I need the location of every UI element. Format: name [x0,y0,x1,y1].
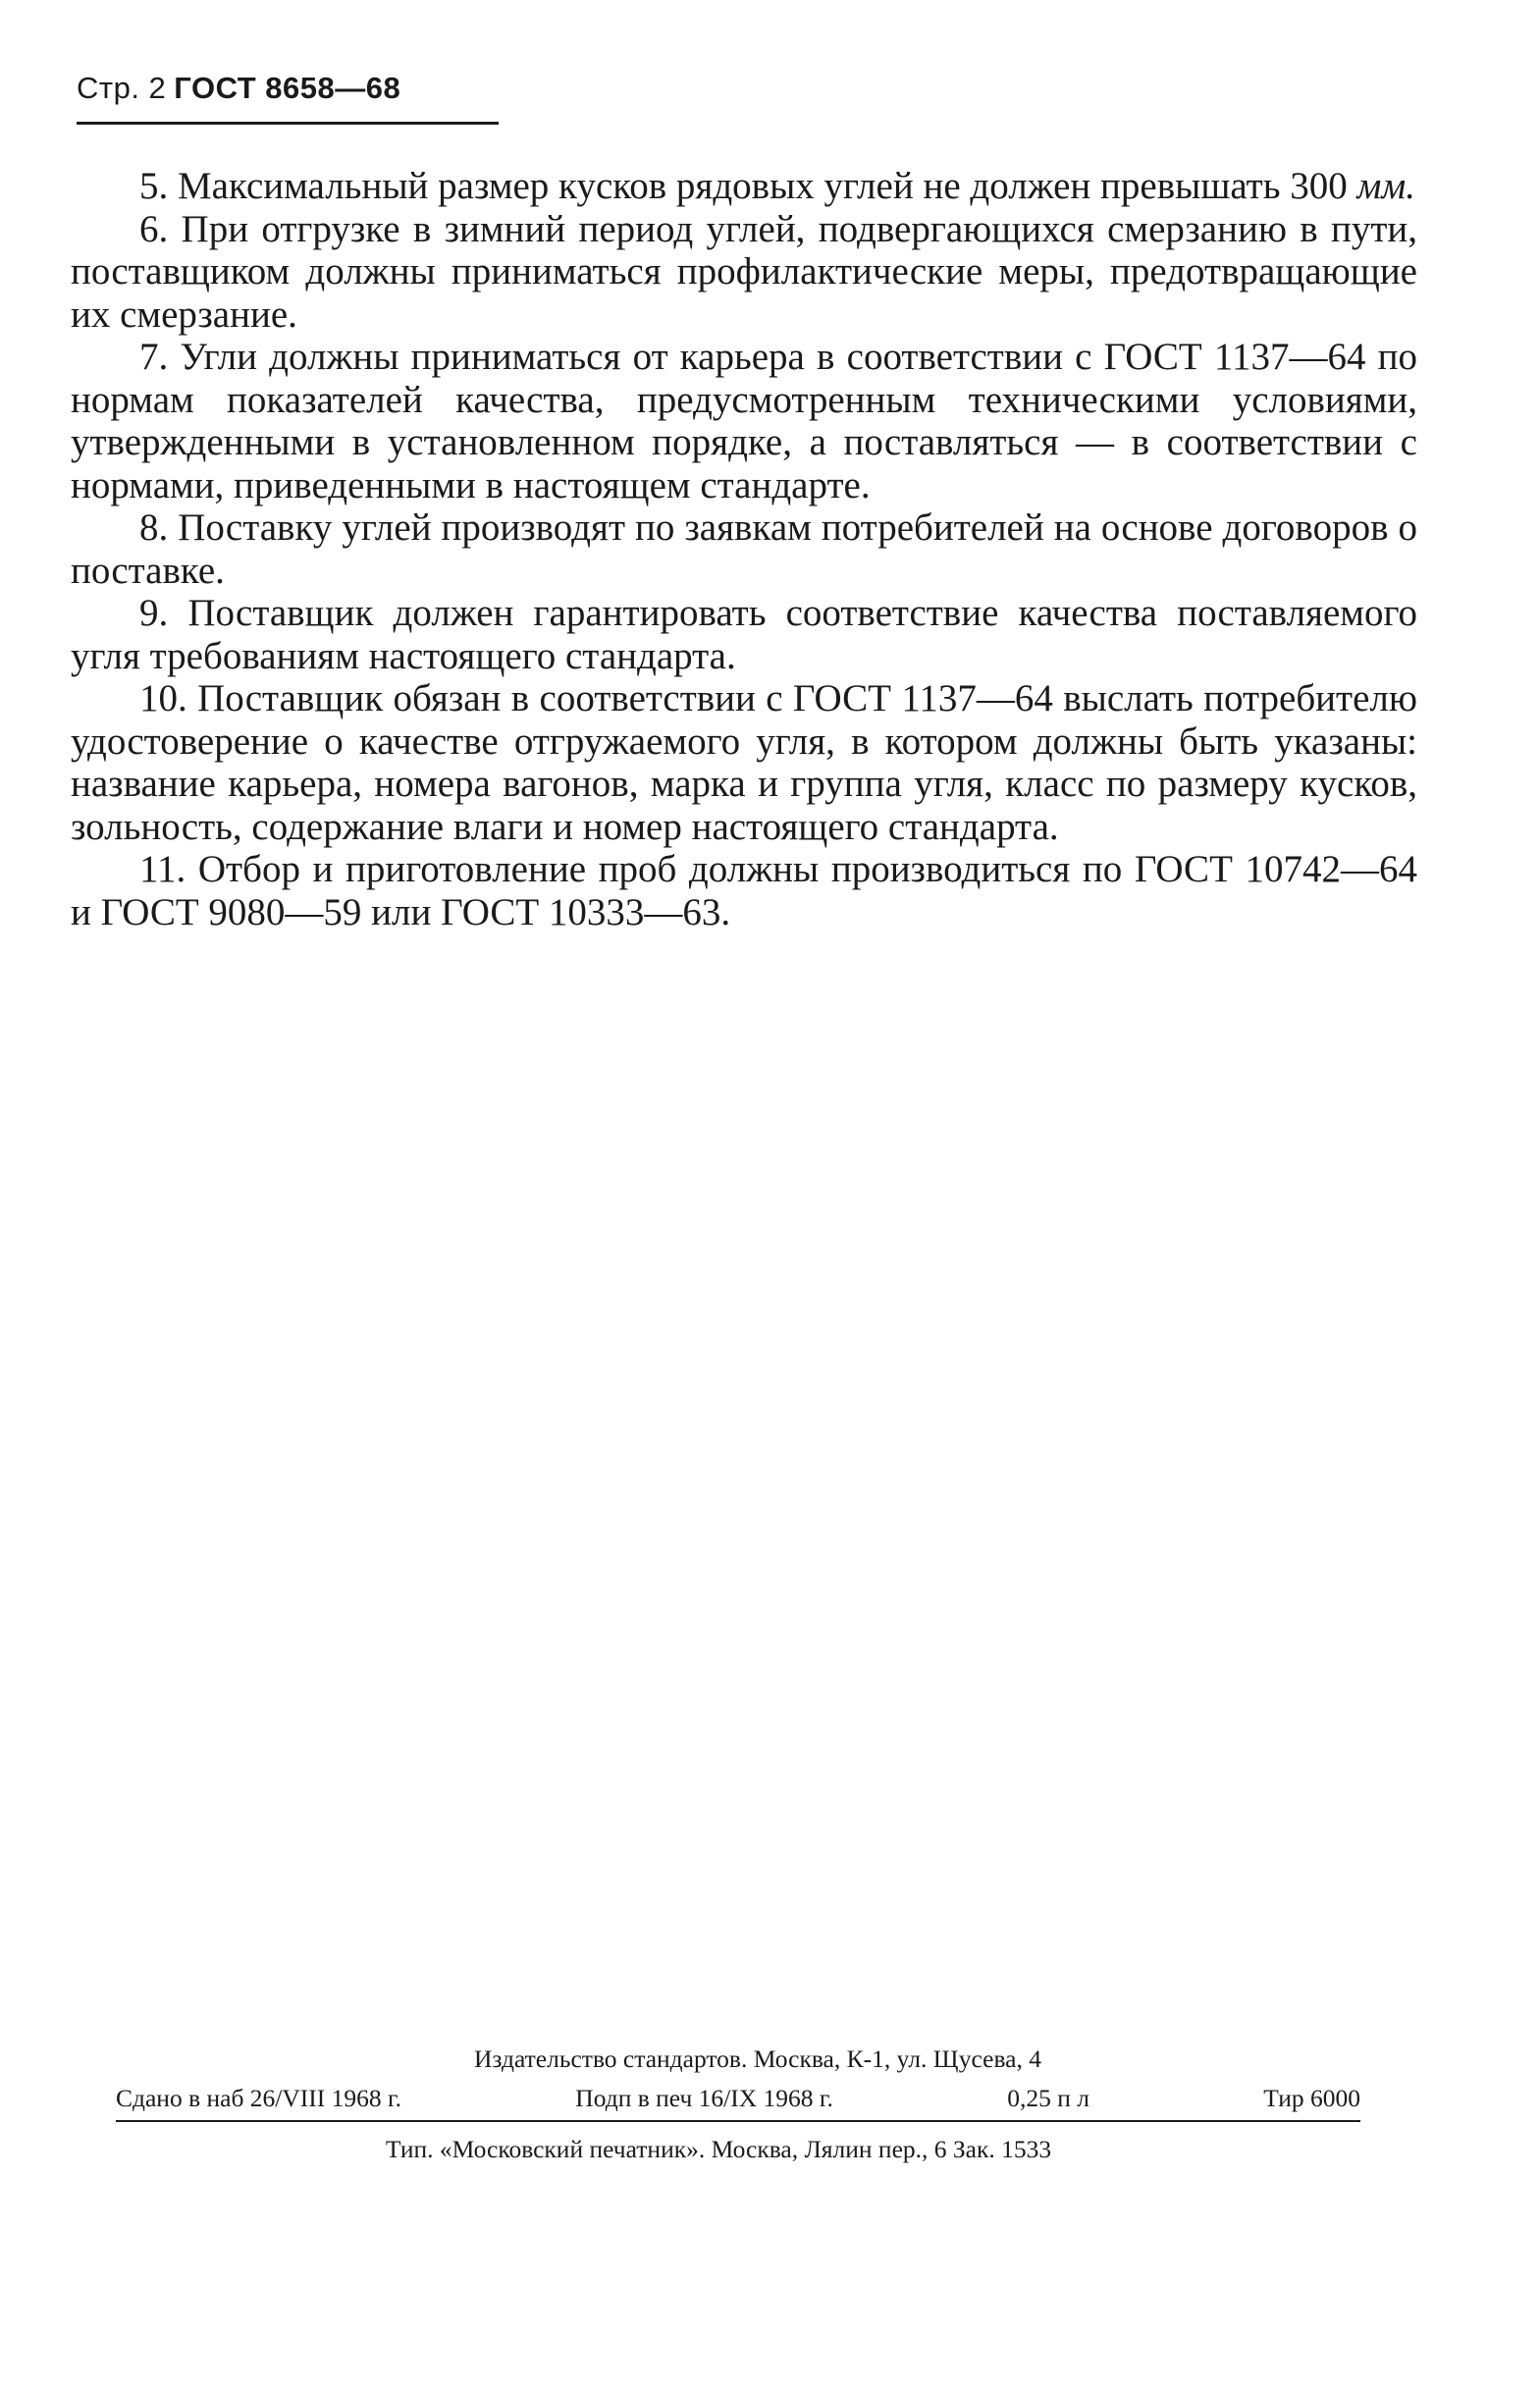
paragraph-9: 9. Поставщик должен гарантировать соответствие качества поставляемого угля требованиям настоящего стандарта. [71,592,1417,677]
standard-number: ГОСТ 8658—68 [174,71,401,105]
imprint [116,2040,1360,2169]
paragraph-5-text: 5. Максимальный размер кусков рядовых углей не должен превышать 300 [139,165,1357,207]
paragraph-11: 11. Отбор и приготовление проб должны производиться по ГОСТ 10742—64 и ГОСТ 9080—59 или ГОСТ 10333—63. [71,848,1417,933]
print-sheets: 0,25 п л [1007,2084,1089,2112]
body-text [71,165,1417,933]
signed-date: Подп в печ 16/IX 1968 г. [575,2084,833,2112]
running-head [77,71,400,106]
printer-line: Тип. «Московский печатник». Москва, Лялин пер., 6 Зак. 1533 [385,2135,1052,2163]
submitted-date: Сдано в наб 26/VIII 1968 г. [116,2084,401,2112]
page-label: Стр. 2 [77,71,167,105]
paragraph-5 [71,165,1417,208]
paragraph-10: 10. Поставщик обязан в соответствии с ГОСТ 1137—64 выслать потребителю удостоверение о качестве отгружаемого угля, в котором должны быть указаны: название карьера, номера вагонов, марка и группа угля, класс по размеру кусков, зольность, содержание влаги и номер настоящего стандарта. [71,677,1417,848]
header-rule [77,122,499,125]
publisher-line: Издательство стандартов. Москва, К-1, ул. Щусева, 4 [474,2045,1041,2073]
paragraph-6: 6. При отгрузке в зимний период углей, подвергающихся смерзанию в пути, поставщиком должны приниматься профилактические меры, предотвращающие их смерзание. [71,207,1417,336]
paragraph-7: 7. Угли должны приниматься от карьера в соответствии с ГОСТ 1137—64 по нормам показателей качества, предусмотренным техническими условиями, утвержденными в установленном порядке, а поставляться — в соответствии с нормами, приведенными в настоящем стандарте. [71,336,1417,506]
paragraph-8: 8. Поставку углей производят по заявкам потребителей на основе договоров о поставке. [71,506,1417,592]
print-details-line [116,2079,1360,2122]
print-run: Тир 6000 [1263,2084,1360,2112]
unit-mm: мм. [1356,165,1416,207]
